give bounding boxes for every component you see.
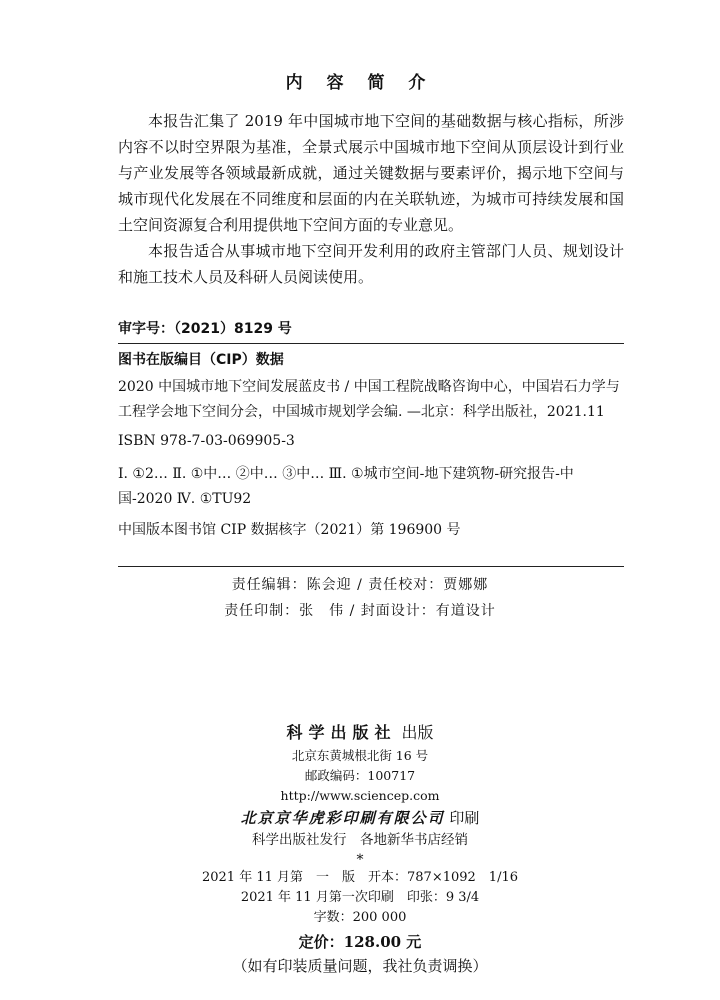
distribution: 科学出版社发行 各地新华书店经销 [252,832,468,848]
editors-credits [0,572,720,624]
separator-star: * [356,852,364,868]
printing-info: 2021 年 11 月第一次印刷 印张：9 3/4 [240,890,480,905]
publisher-line [0,720,720,746]
cip-isbn: ISBN 978-7-03-069905-3 [118,433,295,449]
summary-paragraph: 本报告适合从事城市地下空间开发利用的政府主管部门人员、规划设计和施工技术人员及科研人员阅读使用。 [118,242,624,286]
divider [118,566,624,567]
cip-heading: 图书在版编目（CIP）数据 [118,352,284,368]
editors-line: 责任编辑：陈会迎 / 责任校对：贾娜娜 [231,577,489,593]
quality-notice: （如有印装质量问题，我社负责调换） [232,957,488,975]
page-title: 内 容 简 介 [285,73,435,93]
printer-suffix: 印刷 [449,809,480,827]
printer-logo: 北京京华虎彩印刷有限公司 [240,809,445,827]
review-number: 审字号：（2021）8129 号 [118,321,292,337]
divider [118,343,624,344]
printer-line [0,806,720,830]
publisher-address: 北京东黄城根北街 16 号 [291,748,429,763]
cip-data [118,375,624,543]
editors-line: 责任印制：张 伟 / 封面设计：有道设计 [224,603,496,619]
imprint [0,720,720,978]
cip-citation: 2020 中国城市地下空间发展蓝皮书 / 中国工程院战略咨询中心，中国岩石力学与工程学会地下空间分会，中国城市规划学会编. —北京：科学出版社，2021.11 [118,379,620,420]
cip-classification: Ⅰ. ①2… Ⅱ. ①中… ②中… ③中… Ⅲ. ①城市空间-地下建筑物-研究报告-中国-2020 Ⅳ. ①TU92 [118,466,574,507]
website-url: http://www.sciencep.com [280,788,440,803]
word-count: 字数：200 000 [313,910,407,925]
publisher-logo: 科学出版社 [286,723,397,742]
cip-number: 中国版本图书馆 CIP 数据核字（2021）第 196900 号 [118,522,461,538]
price: 定价：128.00 元 [298,933,422,951]
summary-section [118,108,624,290]
postcode: 邮政编码：100717 [304,768,416,783]
publisher-suffix: 出版 [401,723,434,742]
summary-paragraph: 本报告汇集了 2019 年中国城市地下空间的基础数据与核心指标，所涉内容不以时空界限为基准，全景式展示中国城市地下空间从顶层设计到行业与产业发展等各领域最新成就，通过关键数据与要素评价，揭示地下空间与城市现代化发展在不同维度和层面的内在关联轨迹，为城市可持续发展和国土空间资源复合利用提供地下空间方面的专业意见。 [118,112,624,234]
edition-info: 2021 年 11 月第 一 版 开本：787×1092 1/16 [201,870,518,885]
